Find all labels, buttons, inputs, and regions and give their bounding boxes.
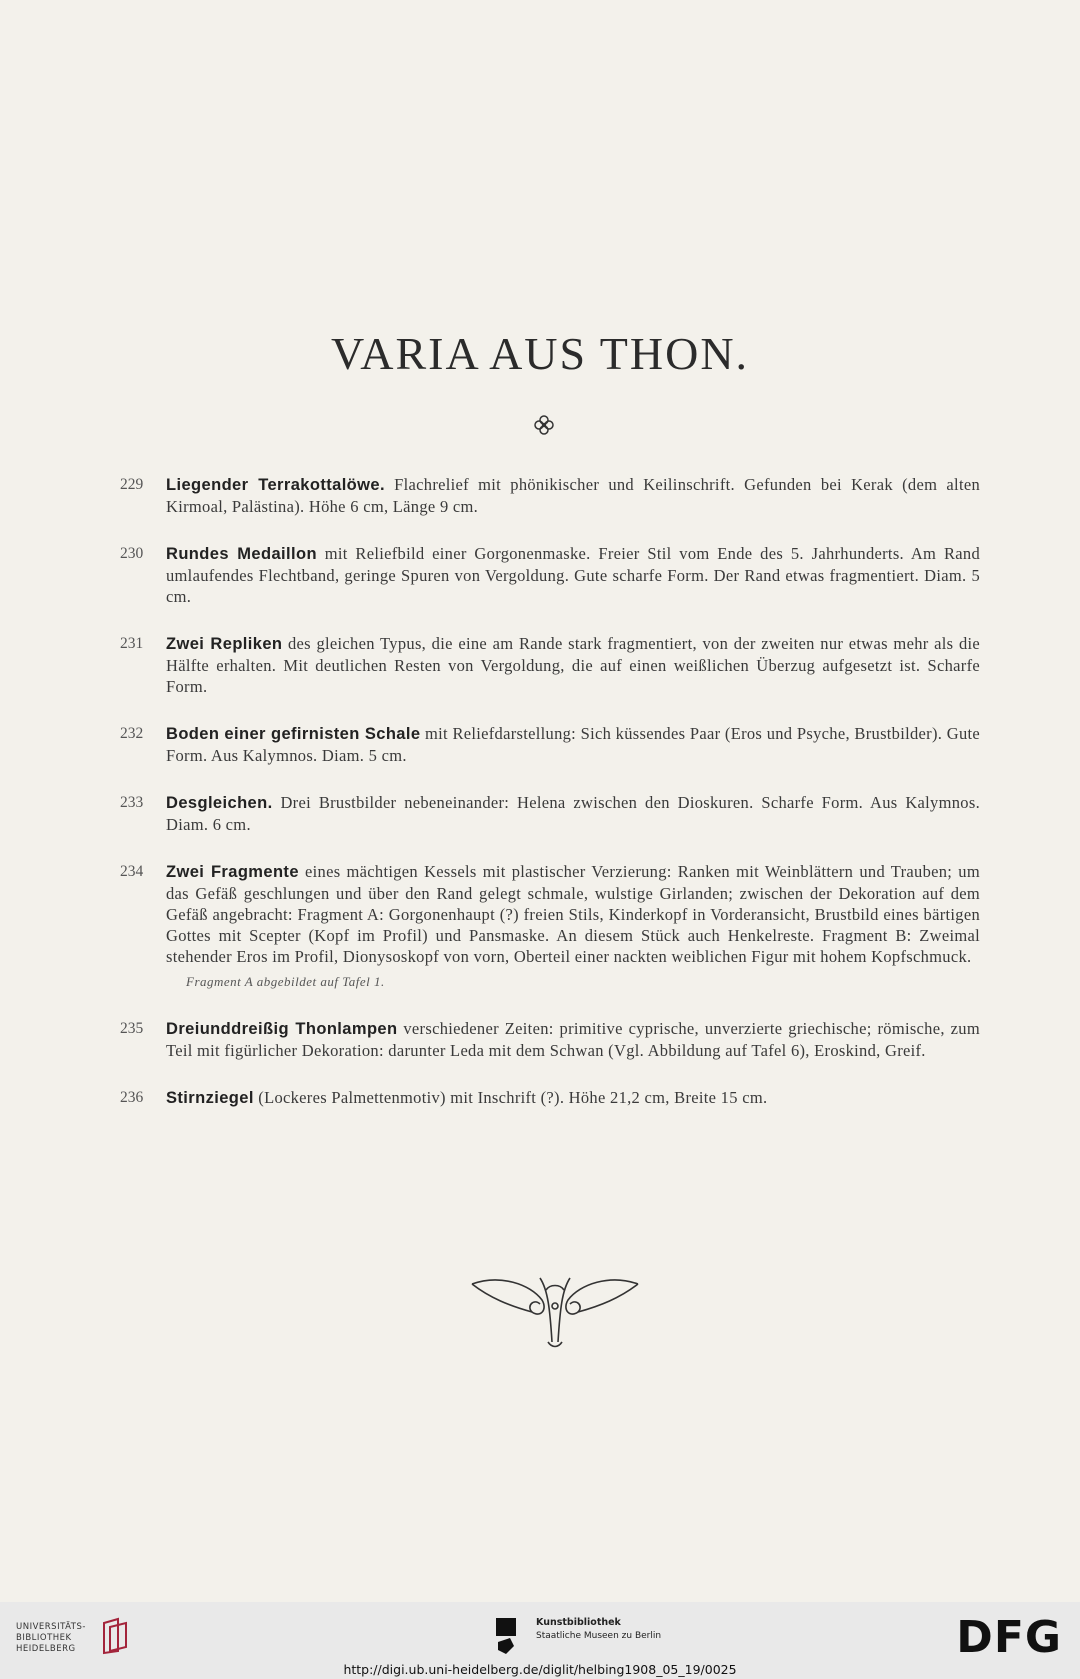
entry-number: 234 xyxy=(120,863,144,880)
kunstbibliothek-label: Kunstbibliothek Staatliche Museen zu Berlin xyxy=(536,1617,662,1641)
entry-text: mit Reliefdarstellung: Sich küssendes Paar (Eros und Psyche, Brustbilder). Gute Form. Aus Kalymnos. Diam. 5 cm. xyxy=(166,724,980,765)
entry-heading: Zwei Fragmente xyxy=(166,863,299,881)
catalog-entry xyxy=(120,861,980,992)
catalog-entry xyxy=(120,543,980,607)
entry-heading: Liegender Terrakottalöwe. xyxy=(166,476,385,494)
entry-number: 230 xyxy=(120,545,144,562)
entry-note: Fragment A abgebildet auf Tafel 1. xyxy=(186,974,385,989)
entry-text: Flachrelief mit phönikischer und Keilinschrift. Gefunden bei Kerak (dem alten Kirmoal, Palästina). Höhe 6 cm, Länge 9 cm. xyxy=(166,475,980,516)
entry-text: verschiedener Zeiten: primitive cyprische, unverzierte griechische; römische, zum Teil mit figürlicher Dekoration: darunter Leda mit dem Schwan (Vgl. Abbildung auf Tafel 6), Eroskind, Greif. xyxy=(166,1019,980,1060)
catalog-entry xyxy=(120,474,980,517)
entry-heading: Rundes Medaillon xyxy=(166,545,317,563)
catalog-entry xyxy=(120,633,980,697)
university-logo-icon xyxy=(100,1617,130,1655)
entry-number: 233 xyxy=(120,794,144,811)
source-url[interactable]: http://digi.ub.uni-heidelberg.de/diglit/helbing1908_05_19/0025 xyxy=(343,1662,737,1677)
art-nouveau-vignette-icon xyxy=(470,1270,640,1350)
entry-number: 232 xyxy=(120,725,144,742)
catalog-entry xyxy=(120,792,980,835)
entry-number: 231 xyxy=(120,635,144,652)
entry-heading: Zwei Repliken xyxy=(166,635,283,653)
entry-heading: Dreiunddreißig Thonlampen xyxy=(166,1020,398,1038)
entry-number: 229 xyxy=(120,476,144,493)
kunstbibliothek-logo-icon xyxy=(494,1616,518,1656)
entry-heading: Boden einer gefirnisten Schale xyxy=(166,725,421,743)
entry-text: (Lockeres Palmettenmotiv) mit Inschrift (?). Höhe 21,2 cm, Breite 15 cm. xyxy=(253,1088,768,1107)
entry-text: des gleichen Typus, die eine am Rande stark fragmentiert, von der zweiten nur etwas mehr als die Hälfte erhalten. Mit deutlichen Resten von Vergoldung, die auf einen weißlichen Überzug aufgesetzt ist. Scharfe Form. xyxy=(166,634,981,696)
university-library-label: UNIVERSITÄTS- BIBLIOTHEK HEIDELBERG xyxy=(16,1622,86,1654)
rosette-ornament-icon xyxy=(533,414,555,436)
entry-number: 235 xyxy=(120,1020,144,1037)
page-title: VARIA AUS THON. xyxy=(330,328,750,379)
entry-text: Drei Brustbilder nebeneinander: Helena zwischen den Dioskuren. Scharfe Form. Aus Kalymnos. Diam. 6 cm. xyxy=(166,793,980,834)
catalog-entry xyxy=(120,723,980,766)
digitization-footer xyxy=(0,1602,1080,1679)
entry-text: mit Reliefbild einer Gorgonenmaske. Freier Stil vom Ende des 5. Jahrhunderts. Am Rand umlaufendes Flechtband, geringe Spuren von Vergoldung. Gute scharfe Form. Der Rand etwas fragmentiert. Diam. 5 cm. xyxy=(166,544,980,606)
dfg-logo: DFG xyxy=(956,1612,1062,1663)
entry-text: eines mächtigen Kessels mit plastischer Verzierung: Ranken mit Weinblättern und Trauben; um das Gefäß geschlungen und über den Rand gelegt schmale, wulstige Girlanden; zwischen der Dekoration auf dem Gefäß angebracht: Fragment A: Gorgonenhaupt (?) freien Stils, Kinderkopf in Vorderansicht, Brustbild eines bärtigen Gottes mit Scepter (Kopf im Profil) und Pansmaske. An diesem Stück auch Henkelreste. Fragment B: Zweimal stehender Eros im Profil, Dionysoskopf von vorn, Oberteil einer nackten weiblichen Figur mit hohem Kopfschmuck. xyxy=(166,862,980,966)
entry-number: 236 xyxy=(120,1089,144,1106)
entry-heading: Desgleichen. xyxy=(166,794,273,812)
catalog-entry xyxy=(120,1018,980,1061)
catalog-entries xyxy=(120,474,980,1135)
entry-heading: Stirnziegel xyxy=(166,1089,254,1107)
catalog-entry xyxy=(120,1087,980,1109)
